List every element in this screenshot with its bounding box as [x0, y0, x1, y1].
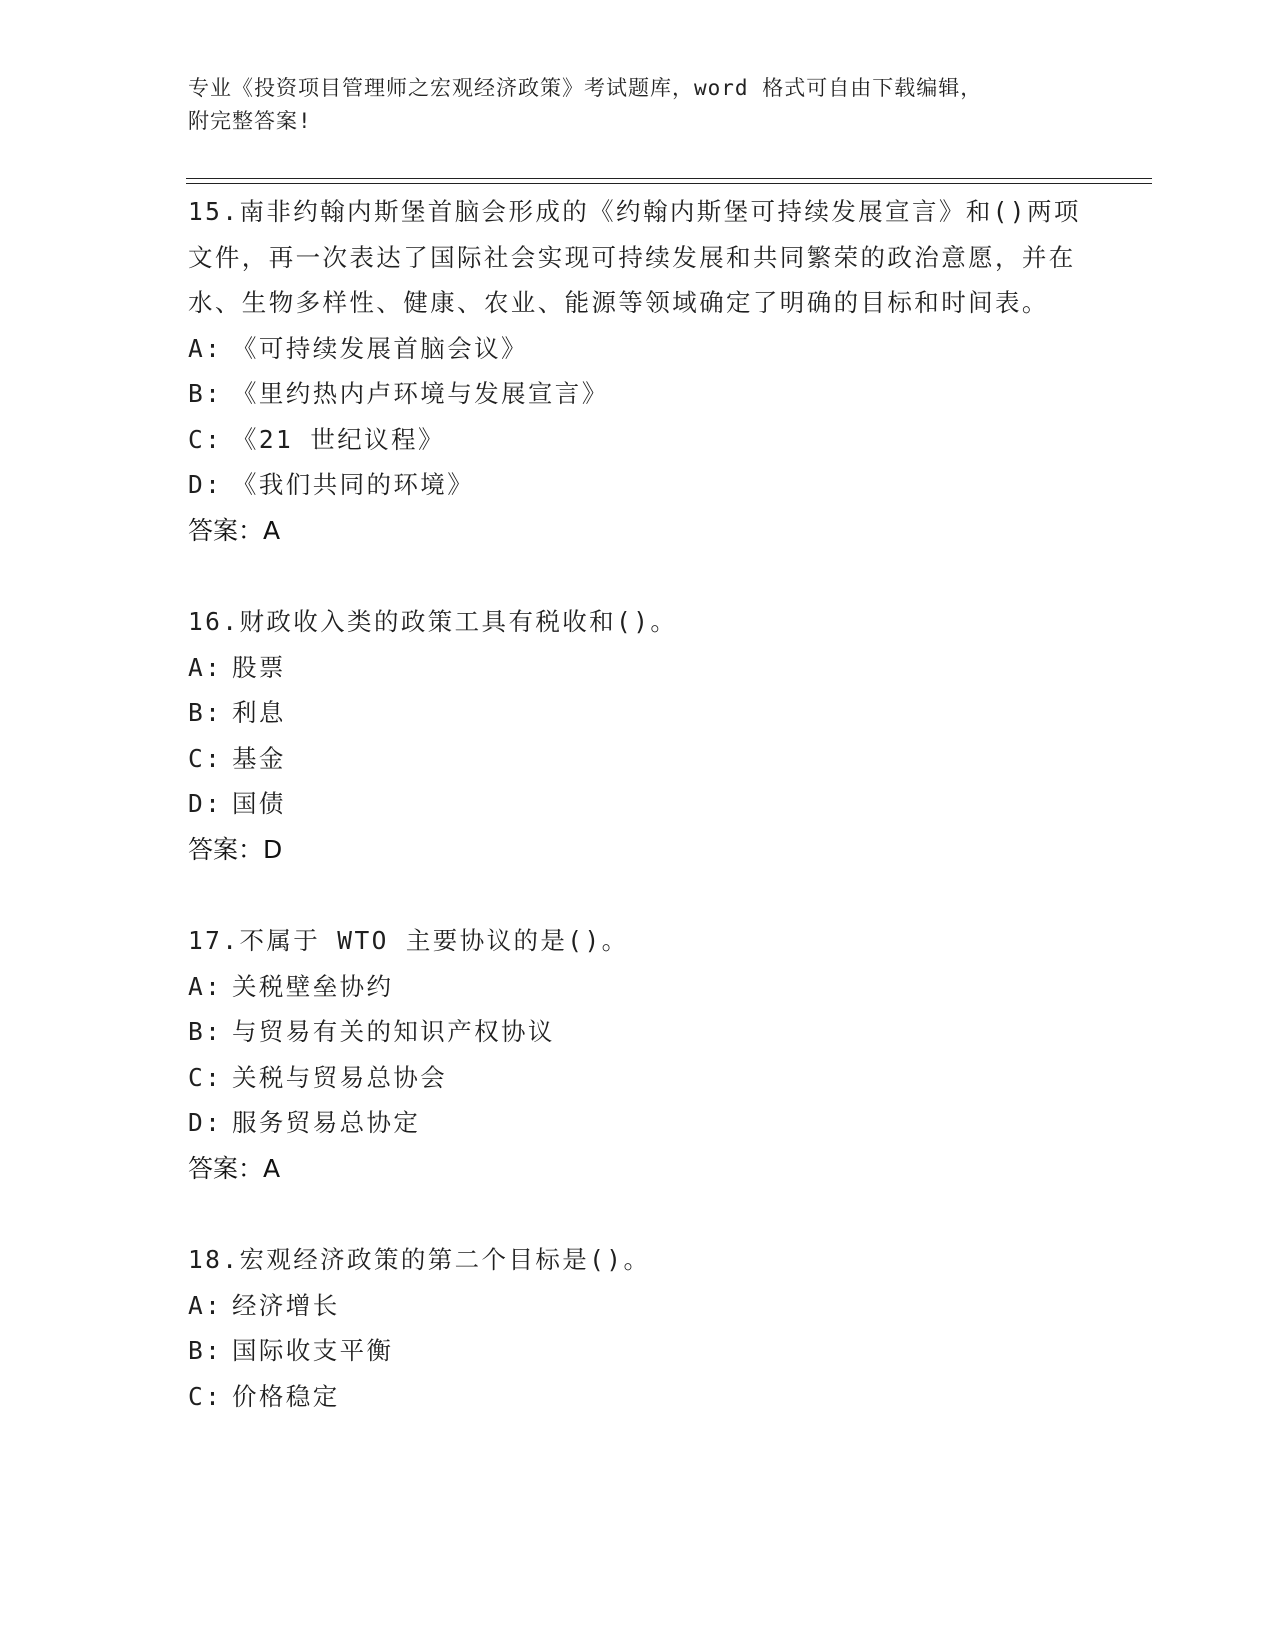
option-text: 与贸易有关的知识产权协议 — [232, 1017, 555, 1046]
option-c — [188, 1055, 1088, 1101]
option-text: 服务贸易总协定 — [232, 1108, 421, 1137]
header-line-2: 附完整答案! — [188, 109, 312, 133]
answer-line: 答案：D — [188, 834, 283, 864]
option-c — [188, 1374, 1088, 1420]
option-text: 经济增长 — [232, 1290, 340, 1320]
option-key: D: — [188, 1108, 223, 1137]
option-d — [188, 781, 1088, 827]
option-b — [188, 690, 1088, 736]
question-list — [188, 189, 1088, 1465]
option-key: B: — [188, 379, 223, 408]
option-text: 《我们共同的环境》 — [232, 470, 475, 499]
option-a — [188, 326, 1088, 372]
option-key: A: — [188, 1290, 223, 1320]
option-key: C: — [188, 1381, 223, 1411]
option-key: D: — [188, 789, 223, 818]
option-text: 基金 — [232, 743, 286, 773]
option-key: C: — [188, 743, 223, 773]
option-b — [188, 1328, 1088, 1374]
option-d — [188, 462, 1088, 508]
option-key: B: — [188, 1336, 223, 1365]
option-text: 《21 世纪议程》 — [232, 424, 445, 454]
option-c — [188, 736, 1088, 782]
question-15 — [188, 189, 1088, 553]
option-text: 价格稳定 — [232, 1381, 340, 1411]
question-stem: 17.不属于 WTO 主要协议的是()。 — [188, 926, 629, 955]
answer-line: 答案：A — [188, 1153, 281, 1183]
option-a — [188, 964, 1088, 1010]
option-key: C: — [188, 1062, 223, 1092]
option-text: 国际收支平衡 — [232, 1336, 394, 1365]
option-b — [188, 1009, 1088, 1055]
option-key: D: — [188, 470, 223, 499]
question-18 — [188, 1237, 1088, 1419]
option-text: 《里约热内卢环境与发展宣言》 — [232, 379, 609, 408]
option-a — [188, 1283, 1088, 1329]
option-key: C: — [188, 424, 223, 454]
header-line-1: 专业《投资项目管理师之宏观经济政策》考试题库，word 格式可自由下载编辑， — [188, 76, 983, 100]
option-text: 关税壁垒协约 — [232, 971, 394, 1001]
option-key: A: — [188, 971, 223, 1001]
option-d — [188, 1100, 1088, 1146]
option-key: B: — [188, 698, 223, 727]
answer-line: 答案：A — [188, 515, 281, 545]
option-text: 利息 — [232, 698, 286, 727]
question-stem: 18.宏观经济政策的第二个目标是()。 — [188, 1245, 651, 1274]
option-key: A: — [188, 333, 223, 363]
header-divider-bottom — [186, 183, 1152, 184]
question-stem: 16.财政收入类的政策工具有税收和()。 — [188, 607, 678, 636]
document-header — [188, 72, 1068, 138]
option-text: 《可持续发展首脑会议》 — [232, 333, 528, 363]
option-c — [188, 417, 1088, 463]
option-key: A: — [188, 652, 223, 682]
question-stem: 15.南非约翰内斯堡首脑会形成的《约翰内斯堡可持续发展宣言》和()两项文件，再一次表达了国际社会实现可持续发展和共同繁荣的政治意愿，并在水、生物多样性、健康、农业、能源等领域确定了明确的目标和时间表。 — [188, 197, 1081, 317]
question-17 — [188, 918, 1088, 1191]
option-text: 关税与贸易总协会 — [232, 1062, 448, 1092]
option-a — [188, 645, 1088, 691]
option-text: 股票 — [232, 652, 286, 682]
option-text: 国债 — [232, 789, 286, 818]
option-b — [188, 371, 1088, 417]
header-divider-top — [186, 178, 1152, 179]
question-16 — [188, 599, 1088, 872]
option-key: B: — [188, 1017, 223, 1046]
